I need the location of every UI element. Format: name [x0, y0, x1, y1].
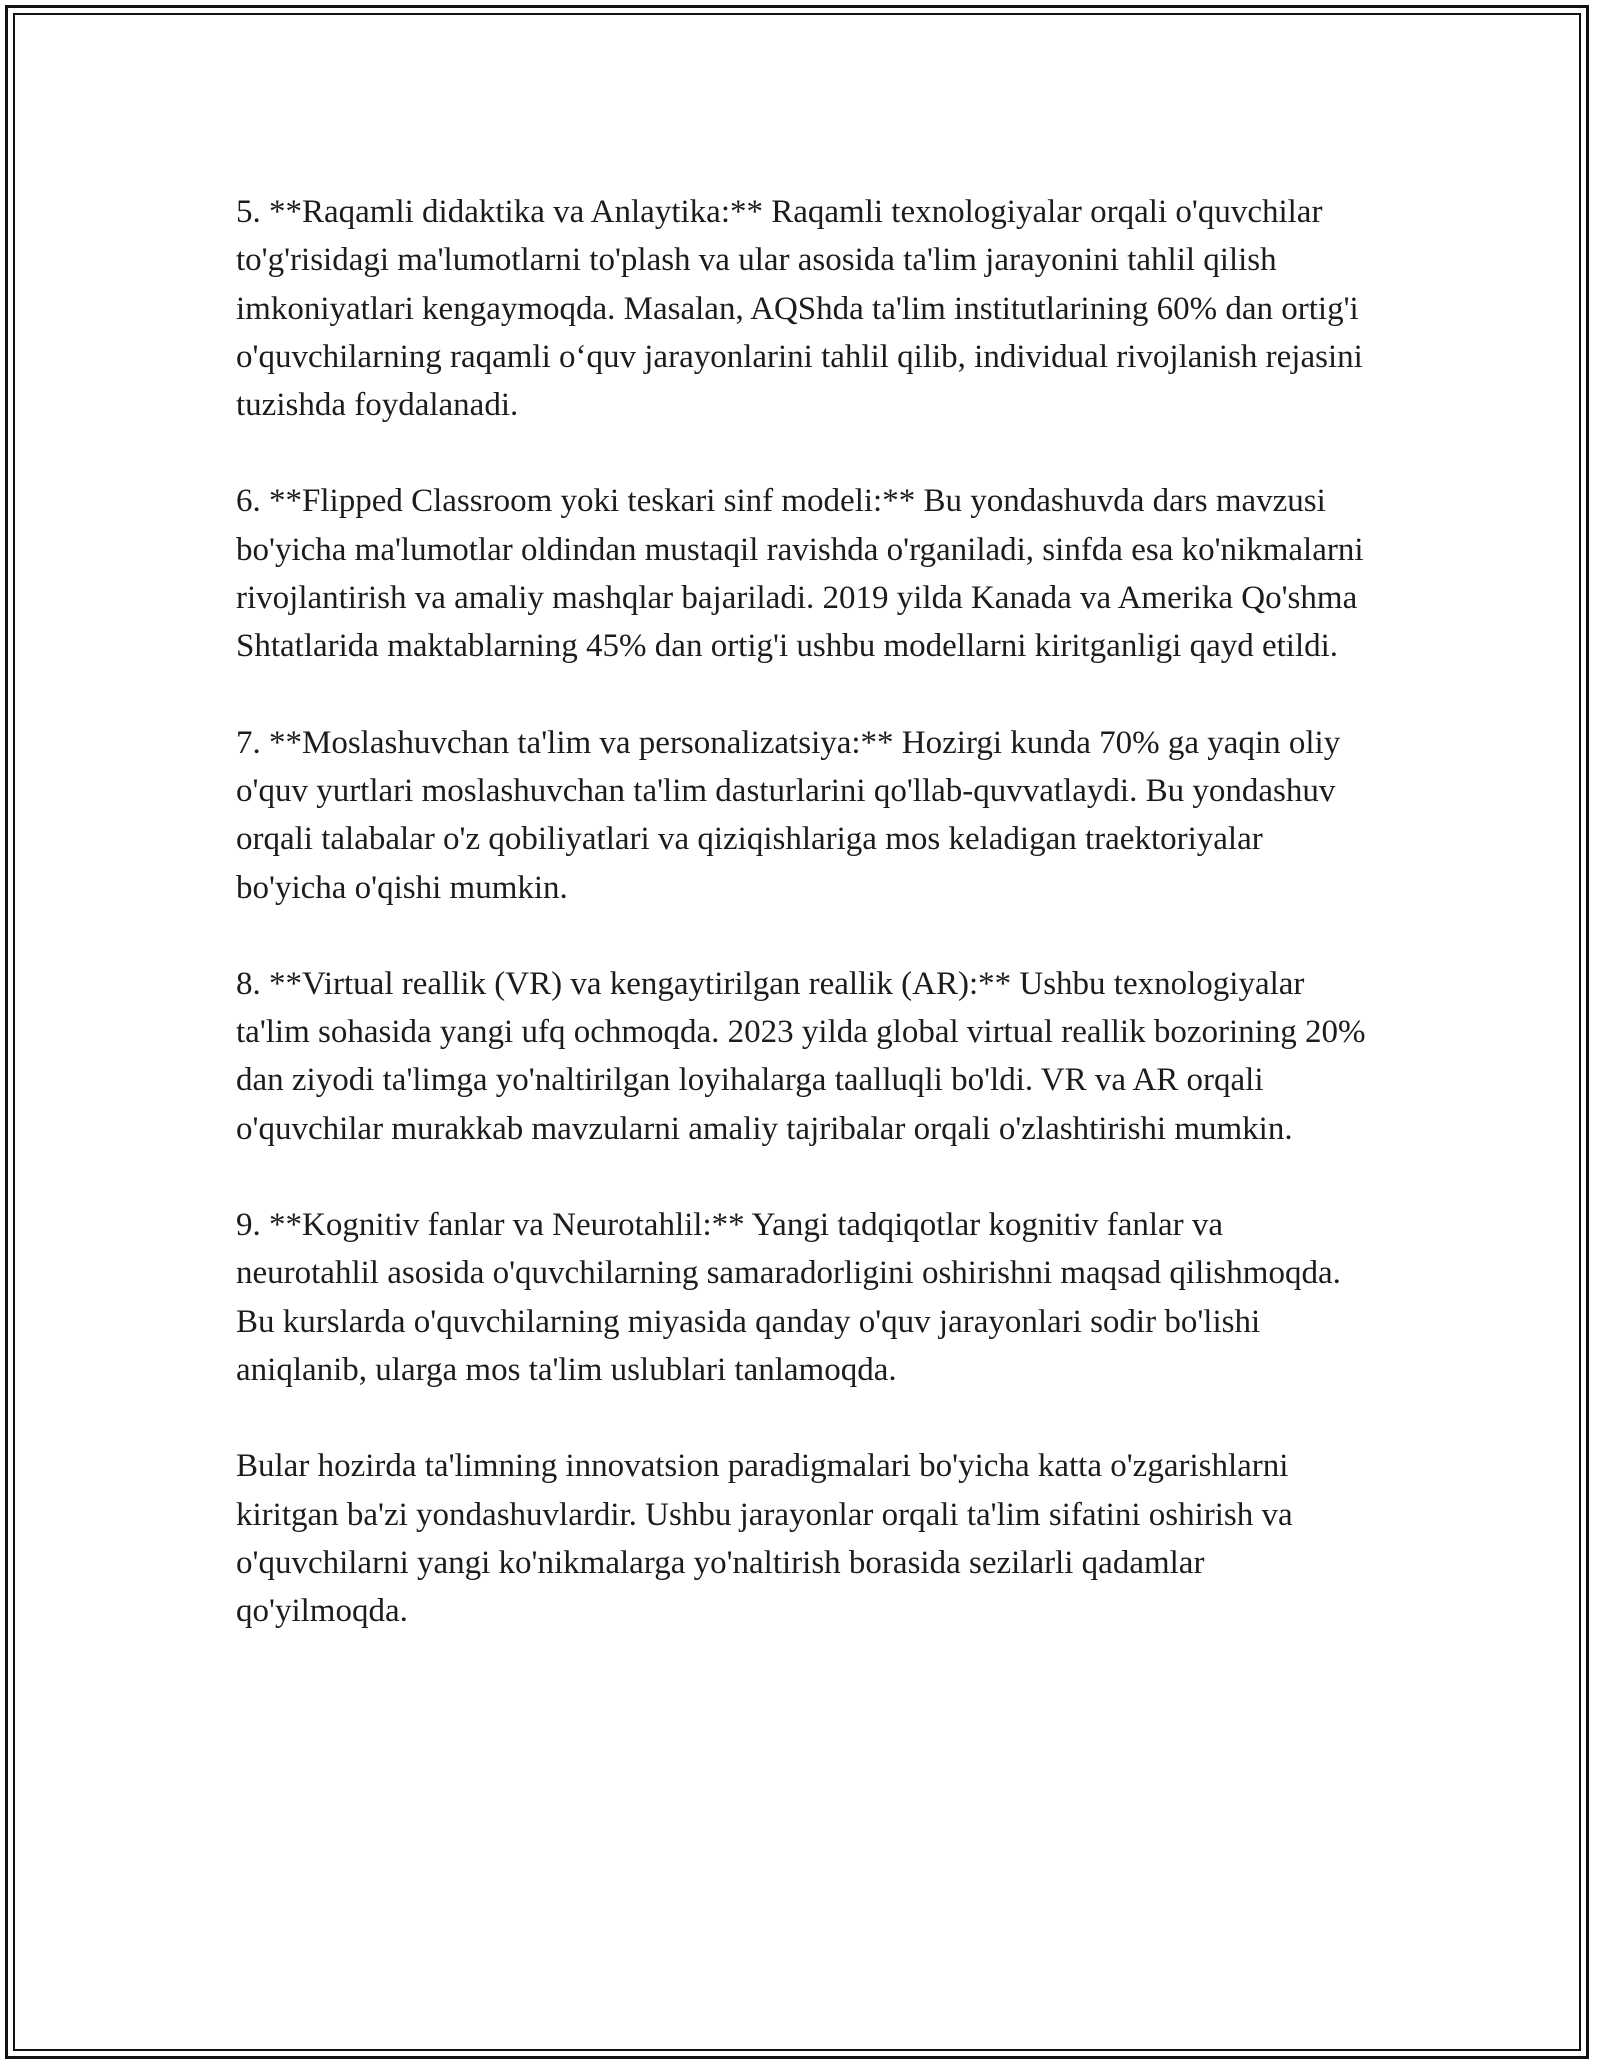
paragraph-flipped-classroom: 6. **Flipped Classroom yoki teskari sinf modeli:** Bu yondashuvda dars mavzusi bo'yicha ma'lumotlar oldindan mustaqil ravishda o'rganiladi, sinfda esa ko'nikmalarni rivojlantirish va amaliy mashqlar bajariladi. 2019 yilda Kanada va Amerika Qo'shma Shtatlarida maktablarning 45% dan ortig'i ushbu modellarni kiritganligi qayd etildi.	[236, 483, 1364, 665]
paragraph-cognitive-sciences: 9. **Kognitiv fanlar va Neurotahlil:** Yangi tadqiqotlar kognitiv fanlar va neurotahlil asosida o'quvchilarning samaradorligini oshirishni maqsad qilishmoqda. Bu kurslarda o'quvchilarning miyasida qanday o'quv jarayonlari sodir bo'lishi aniqlanib, ularga mos ta'lim uslublari tanlamoqda.	[236, 1207, 1341, 1388]
paragraph-conclusion: Bular hozirda ta'limning innovatsion paradigmalari bo'yicha katta o'zgarishlarni kiritgan ba'zi yondashuvlardir. Ushbu jarayonlar orqali ta'lim sifatini oshirish va o'quvchilarni yangi ko'nikmalarga yo'naltirish borasida sezilarli qadamlar qo'yilmoqda.	[236, 1448, 1293, 1630]
paragraph-vr-ar: 8. **Virtual reallik (VR) va kengaytirilgan reallik (AR):** Ushbu texnologiyalar ta'lim sohasida yangi ufq ochmoqda. 2023 yilda global virtual reallik bozorining 20% dan ziyodi ta'limga yo'naltirilgan loyihalarga taalluqli bo'ldi. VR va AR orqali o'quvchilar murakkab mavzularni amaliy tajribalar orqali o'zlashtirishi mumkin.	[236, 965, 1366, 1147]
paragraph-adaptive-learning: 7. **Moslashuvchan ta'lim va personalizatsiya:** Hozirgi kunda 70% ga yaqin oliy o'quv yurtlari moslashuvchan ta'lim dasturlarini qo'llab-quvvatlaydi. Bu yondashuv orqali talabalar o'z qobiliyatlari va qiziqishlariga mos keladigan traektoriyalar bo'yicha o'qishi mumkin.	[236, 724, 1341, 906]
paragraph-digital-didactics: 5. **Raqamli didaktika va Anlaytika:** Raqamli texnologiyalar orqali o'quvchilar to'g'risidagi ma'lumotlarni to'plash va ular asosida ta'lim jarayonini tahlil qilish imkoniyatlari kengaymoqda. Masalan, AQShda ta'lim institutlarining 60% dan ortig'i o'quvchilarning raqamli o‘quv jarayonlarini tahlil qilib, individual rivojlanish rejasini tuzishda foydalanadi.	[236, 194, 1363, 424]
document-body	[236, 188, 1366, 1635]
